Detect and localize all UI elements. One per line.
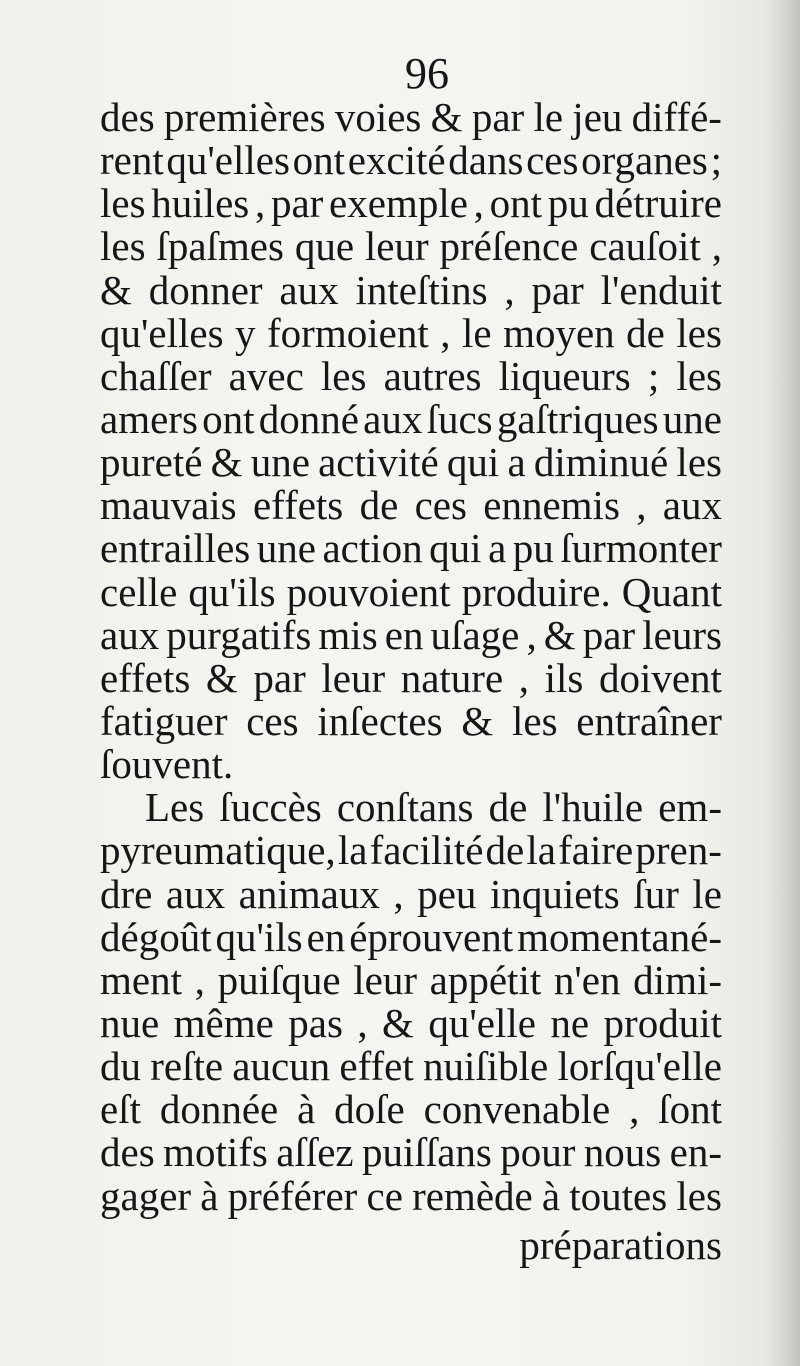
text-line: gager à préférer ce remède à toutes les <box>100 1172 722 1219</box>
text-line: & donner aux inteſtins , par l'enduit <box>100 266 722 313</box>
text-line: mauvais effets de ces ennemis , aux <box>100 482 722 529</box>
text-line: eſt donnée à doſe convenable , ſont <box>100 1086 722 1133</box>
text-line: pyreumatique, la facilité de la faire pren- <box>100 827 722 874</box>
text-line: les ſpaſmes que leur préſence cauſoit , <box>100 223 722 270</box>
page-edge-shadow <box>766 0 800 1366</box>
page-number: 96 <box>405 49 449 98</box>
text-line: les huiles , par exemple , ont pu détruire <box>100 180 722 227</box>
text-line: pureté & une activité qui a diminué les <box>100 439 722 486</box>
text-line: aux purgatifs mis en uſage , & par leurs <box>100 611 722 658</box>
text-line: fatiguer ces inſectes & les entraîner <box>100 697 722 744</box>
catchword: préparations <box>519 1222 722 1268</box>
text-line: des motifs aſſez puiſſans pour nous en- <box>100 1129 722 1176</box>
text-line: dégoût qu'ils en éprouvent momentané- <box>100 913 722 960</box>
body-text <box>100 96 722 1218</box>
text-line: rent qu'elles ont excité dans ces organes ; <box>100 137 722 184</box>
text-line: qu'elles y formoient , le moyen de les <box>100 309 722 356</box>
text-line: celle qu'ils pouvoient produire. Quant <box>100 568 722 615</box>
text-line: nue même pas , & qu'elle ne produit <box>100 999 722 1046</box>
text-line: des premières voies & par le jeu diffé- <box>100 94 722 140</box>
text-line: chaſſer avec les autres liqueurs ; les <box>100 352 722 399</box>
text-line: ſouvent. <box>100 741 234 788</box>
text-line: du reſte aucun effet nuiſible lorſqu'elle <box>100 1043 722 1090</box>
text-line: amers ont donné aux ſucs gaſtriques une <box>100 395 722 442</box>
text-line: entrailles une action qui a pu ſurmonter <box>100 525 722 572</box>
text-line: dre aux animaux , peu inquiets ſur le <box>100 870 722 917</box>
text-line: ment , puiſque leur appétit n'en dimi- <box>100 956 722 1003</box>
text-line: Les ſuccès conſtans de l'huile em- <box>145 784 722 831</box>
text-line: effets & par leur nature , ils doivent <box>100 654 722 701</box>
